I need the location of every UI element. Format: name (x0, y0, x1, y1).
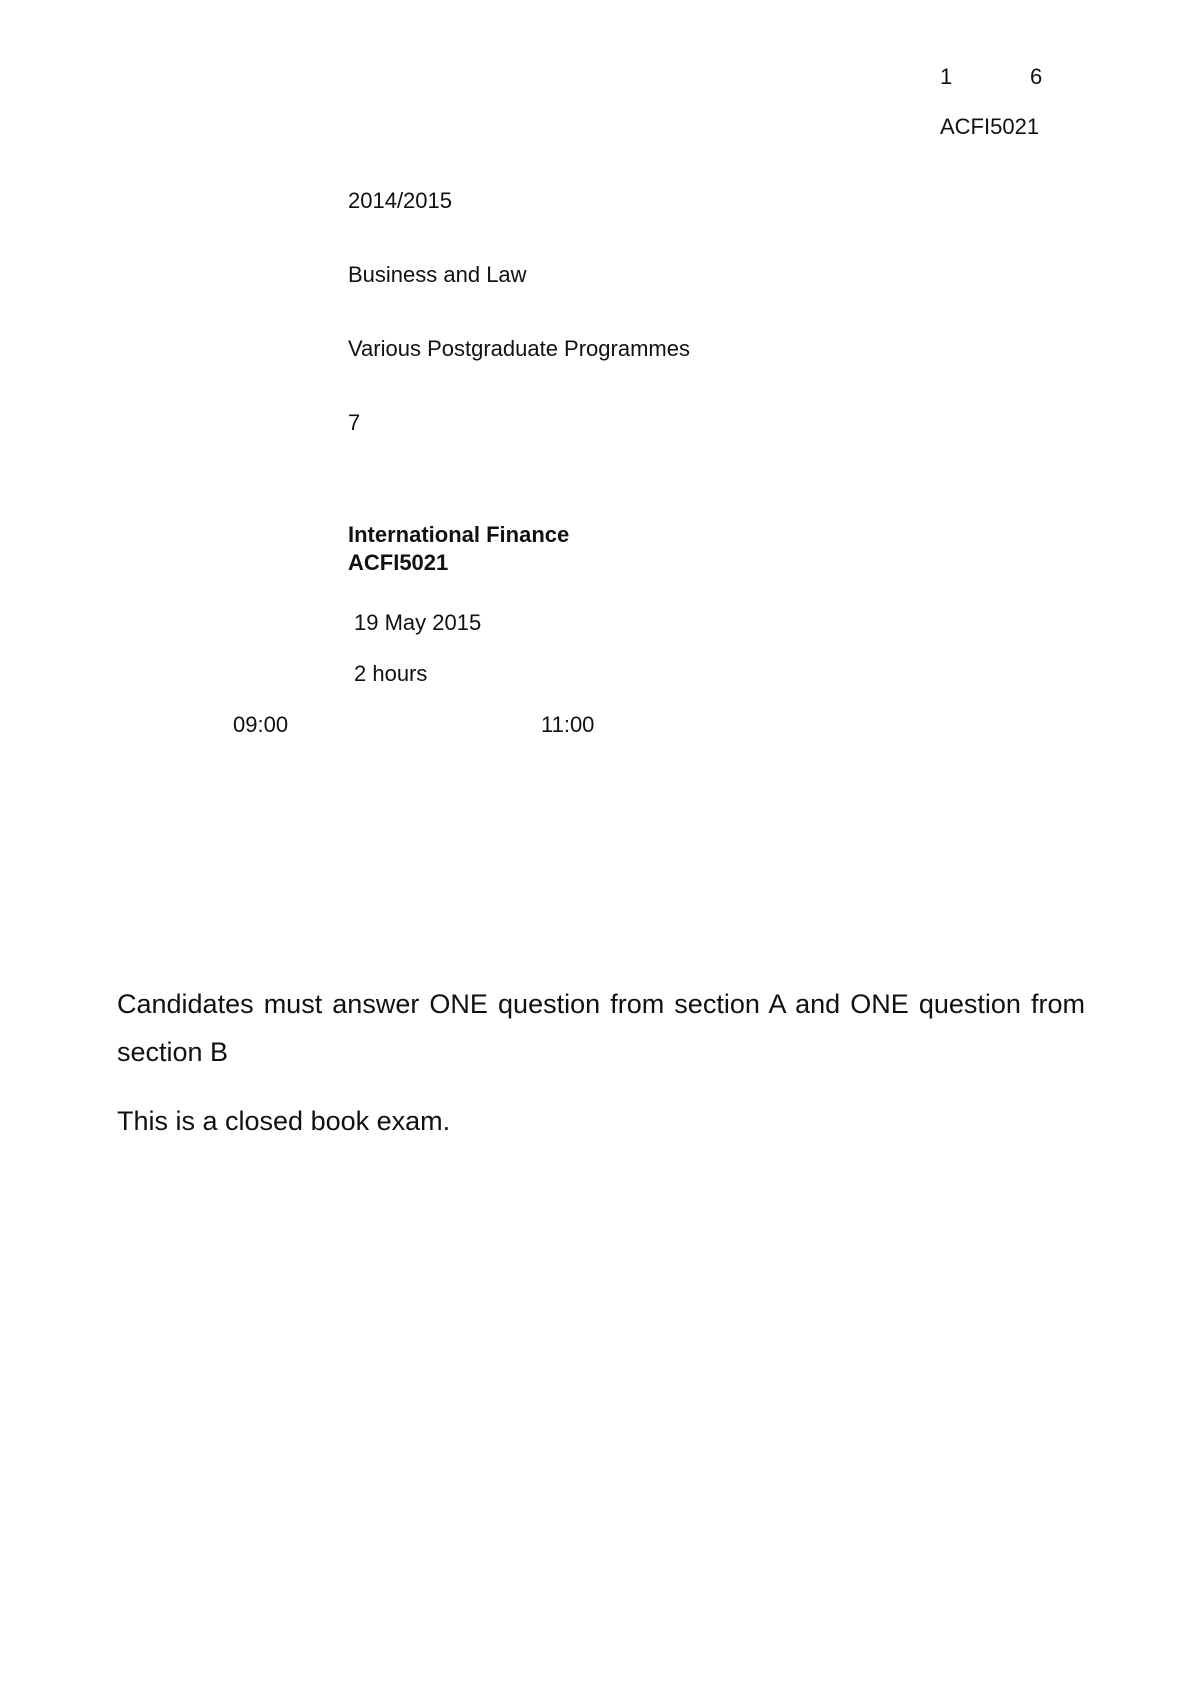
instruction-answer-requirement: Candidates must answer ONE question from section A and ONE question from section B (117, 989, 1085, 1067)
header-module-code: ACFI5021 (940, 114, 1040, 139)
start-time: 09:00 (233, 712, 289, 737)
module-code: ACFI5021 (348, 550, 449, 575)
page-total: 6 (1030, 64, 1043, 89)
level: 7 (348, 410, 361, 435)
programme: Various Postgraduate Programmes (348, 336, 690, 361)
faculty: Business and Law (348, 262, 527, 287)
instruction-closed-book: This is a closed book exam. (117, 1106, 451, 1136)
page-current: 1 (940, 64, 953, 89)
exam-duration: 2 hours (354, 661, 428, 686)
module-title: International Finance (348, 522, 570, 547)
end-time: 11:00 (541, 712, 595, 737)
exam-date: 19 May 2015 (354, 610, 482, 635)
academic-year: 2014/2015 (348, 188, 452, 213)
